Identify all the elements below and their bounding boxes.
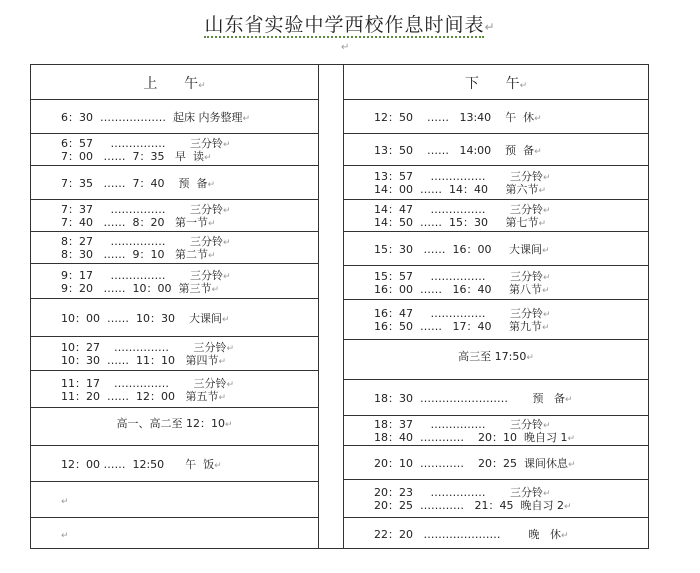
morning-schedule-row [31, 231, 318, 263]
paragraph-mark: ↵ [61, 531, 69, 541]
paragraph-mark: ↵ [222, 272, 231, 282]
morning-schedule-row [31, 481, 318, 517]
morning-schedule-line [61, 177, 215, 192]
afternoon-schedule-text: 16：00 …… 16：40 第八节 [374, 283, 542, 296]
afternoon-schedule-text: 18：30 …………………… 预 备 [374, 392, 565, 405]
document-title [0, 10, 700, 37]
afternoon-schedule-text: 14：00 …… 14：40 第六节 [374, 183, 539, 196]
morning-schedule-row [31, 370, 318, 407]
title-text: 山东省实验中学西校作息时间表 [204, 14, 485, 36]
morning-schedule-text: 7：37 …………… 三分铃 [61, 203, 223, 216]
morning-schedule-row [31, 133, 318, 165]
morning-schedule-line [31, 417, 318, 432]
paragraph-mark: ↵ [541, 286, 550, 296]
paragraph-mark: ↵ [214, 461, 222, 471]
paragraph-mark: ↵ [542, 273, 551, 283]
afternoon-schedule-row [344, 165, 648, 199]
paragraph-mark: ↵ [542, 421, 551, 431]
paragraph-mark: ↵ [542, 206, 551, 216]
morning-schedule-line [61, 458, 222, 473]
afternoon-schedule-text: 20：23 …………… 三分铃 [374, 486, 543, 499]
afternoon-schedule-text: 18：40 ………… 20：10 晚自习 1 [374, 431, 568, 444]
afternoon-header-row [344, 65, 648, 99]
afternoon-schedule-text: 22：20 ………………… 晚 休 [374, 528, 561, 541]
afternoon-header-text: 下 午 [464, 76, 520, 92]
table-gutter [319, 64, 343, 549]
paragraph-mark: ↵ [203, 153, 212, 163]
morning-schedule-row [31, 517, 318, 549]
paragraph-mark: ↵ [207, 180, 216, 190]
afternoon-header-label [344, 73, 648, 93]
paragraph-mark: ↵ [567, 434, 576, 444]
paragraph-mark: ↵ [198, 81, 206, 91]
afternoon-schedule-text: 12：50 …… 13:40 午 休 [374, 111, 535, 124]
morning-schedule-text: 10：00 …… 10：30 大课间 [61, 312, 222, 325]
afternoon-schedule-line [374, 283, 550, 298]
morning-schedule-row [31, 263, 318, 298]
afternoon-schedule-row [344, 265, 648, 299]
paragraph-mark: ↵ [519, 81, 528, 91]
afternoon-schedule-text: 13：57 …………… 三分铃 [374, 170, 543, 183]
paragraph-mark: ↵ [226, 380, 235, 390]
morning-schedule-text: 6：30 ……………… 起床 内务整理 [61, 111, 243, 124]
afternoon-schedule-row [344, 133, 648, 165]
afternoon-schedule-text: 14：47 …………… 三分铃 [374, 203, 543, 216]
afternoon-schedule-text: 15：57 …………… 三分铃 [374, 270, 543, 283]
afternoon-schedule-row [344, 445, 648, 479]
morning-schedule-line [61, 111, 250, 126]
morning-schedule-text: 11：20 …… 12：00 第五节 [61, 390, 219, 403]
morning-schedule-text: 9：20 …… 10：00 第三节 [61, 282, 212, 295]
morning-schedule-text: 7：40 …… 8：20 第一节 [61, 216, 208, 229]
paragraph-mark: ↵ [242, 114, 251, 124]
morning-schedule-text: 12：00 …… 12:50 午 饭 [61, 458, 215, 471]
paragraph-mark: ↵ [218, 357, 227, 367]
morning-schedule-row [31, 199, 318, 231]
morning-schedule-row [31, 165, 318, 199]
morning-schedule-text: 6：57 …………… 三分铃 [61, 137, 223, 150]
paragraph-mark: ↵ [218, 393, 227, 403]
afternoon-schedule-line [374, 499, 572, 514]
morning-schedule-text: 11：17 …………… 三分铃 [61, 377, 227, 390]
afternoon-schedule-line [374, 144, 542, 159]
morning-schedule-text: 10：27 …………… 三分铃 [61, 341, 227, 354]
afternoon-schedule-line [374, 457, 576, 472]
afternoon-schedule-line [374, 320, 550, 335]
afternoon-schedule-text: 20：10 ………… 20：25 课间休息 [374, 457, 568, 470]
morning-schedule-row [31, 445, 318, 481]
morning-schedule-text: 9：17 …………… 三分铃 [61, 269, 223, 282]
paragraph-mark: ↵ [538, 186, 547, 196]
afternoon-schedule-line [344, 350, 648, 365]
afternoon-schedule-row [344, 379, 648, 415]
paragraph-mark: ↵ [222, 238, 231, 248]
afternoon-schedule-line [374, 431, 575, 446]
morning-schedule-row [31, 298, 318, 336]
paragraph-mark: ↵ [542, 173, 551, 183]
afternoon-schedule-row [344, 339, 648, 379]
paragraph-mark: ↵ [567, 460, 576, 470]
afternoon-schedule-row [344, 517, 648, 549]
morning-header-label [31, 73, 318, 93]
paragraph-mark: ↵ [526, 353, 534, 363]
afternoon-schedule-line [374, 243, 550, 258]
afternoon-schedule-text: 高三至 17:50 [458, 350, 527, 363]
morning-schedule-line [61, 216, 216, 231]
morning-schedule-line [61, 150, 212, 165]
morning-schedule-line [61, 282, 219, 297]
morning-schedule-table [30, 64, 319, 549]
morning-schedule-row [31, 336, 318, 370]
morning-schedule-line [61, 494, 69, 509]
afternoon-schedule-line [374, 392, 573, 407]
morning-schedule-line [61, 390, 226, 405]
paragraph-mark: ↵ [560, 531, 569, 541]
afternoon-schedule-row [344, 415, 648, 445]
afternoon-schedule-line [374, 528, 569, 543]
paragraph-mark: ↵ [211, 285, 220, 295]
morning-header-text: 上 午 [143, 76, 199, 92]
afternoon-schedule-line [374, 111, 542, 126]
paragraph-mark: ↵ [538, 219, 547, 229]
paragraph-mark: ↵ [534, 114, 542, 124]
morning-schedule-line [61, 354, 226, 369]
afternoon-schedule-text: 16：47 …………… 三分铃 [374, 307, 543, 320]
afternoon-schedule-text: 16：50 …… 17：40 第九节 [374, 320, 542, 333]
paragraph-mark: ↵ [226, 344, 235, 354]
morning-schedule-line [61, 528, 69, 543]
morning-schedule-row [31, 407, 318, 445]
afternoon-schedule-table [343, 64, 649, 549]
morning-schedule-line [61, 312, 230, 327]
morning-schedule-line [61, 248, 216, 263]
paragraph-mark: ↵ [221, 315, 230, 325]
paragraph-mark: ↵ [341, 42, 350, 53]
morning-schedule-text: 10：30 …… 11：10 第四节 [61, 354, 219, 367]
paragraph-mark: ↵ [222, 206, 231, 216]
afternoon-schedule-row [344, 199, 648, 231]
paragraph-mark: ↵ [61, 497, 69, 507]
afternoon-schedule-row [344, 479, 648, 517]
afternoon-schedule-line [374, 216, 546, 231]
afternoon-schedule-text: 13：50 …… 14:00 预 备 [374, 144, 535, 157]
paragraph-mark: ↵ [541, 323, 550, 333]
morning-schedule-text: 7：00 …… 7：35 早 读 [61, 150, 204, 163]
paragraph-mark: ↵ [564, 395, 573, 405]
paragraph-mark: ↵ [207, 251, 216, 261]
paragraph-mark: ↵ [207, 219, 216, 229]
paragraph-mark: ↵ [222, 140, 231, 150]
morning-header-row [31, 65, 318, 99]
paragraph-mark: ↵ [541, 246, 550, 256]
afternoon-schedule-text: 18：37 …………… 三分铃 [374, 418, 543, 431]
afternoon-schedule-text: 20：25 ………… 21：45 晚自习 2 [374, 499, 564, 512]
paragraph-mark: ↵ [542, 489, 551, 499]
morning-schedule-text: 8：27 …………… 三分铃 [61, 235, 223, 248]
paragraph-mark: ↵ [534, 147, 542, 157]
paragraph-mark: ↵ [542, 310, 551, 320]
morning-schedule-text: 7：35 …… 7：40 预 备 [61, 177, 208, 190]
paragraph-mark: ↵ [484, 20, 496, 34]
morning-schedule-text: 8：30 …… 9：10 第二节 [61, 248, 208, 261]
afternoon-schedule-row [344, 231, 648, 265]
paragraph-mark: ↵ [224, 420, 233, 430]
morning-schedule-row [31, 99, 318, 133]
afternoon-schedule-row [344, 99, 648, 133]
morning-schedule-text: 高一、高二至 12：10 [116, 417, 225, 430]
afternoon-schedule-row [344, 299, 648, 339]
paragraph-mark: ↵ [563, 502, 572, 512]
afternoon-schedule-line [374, 183, 546, 198]
afternoon-schedule-text: 14：50 …… 15：30 第七节 [374, 216, 539, 229]
afternoon-schedule-text: 15：30 …… 16：00 大课间 [374, 243, 542, 256]
